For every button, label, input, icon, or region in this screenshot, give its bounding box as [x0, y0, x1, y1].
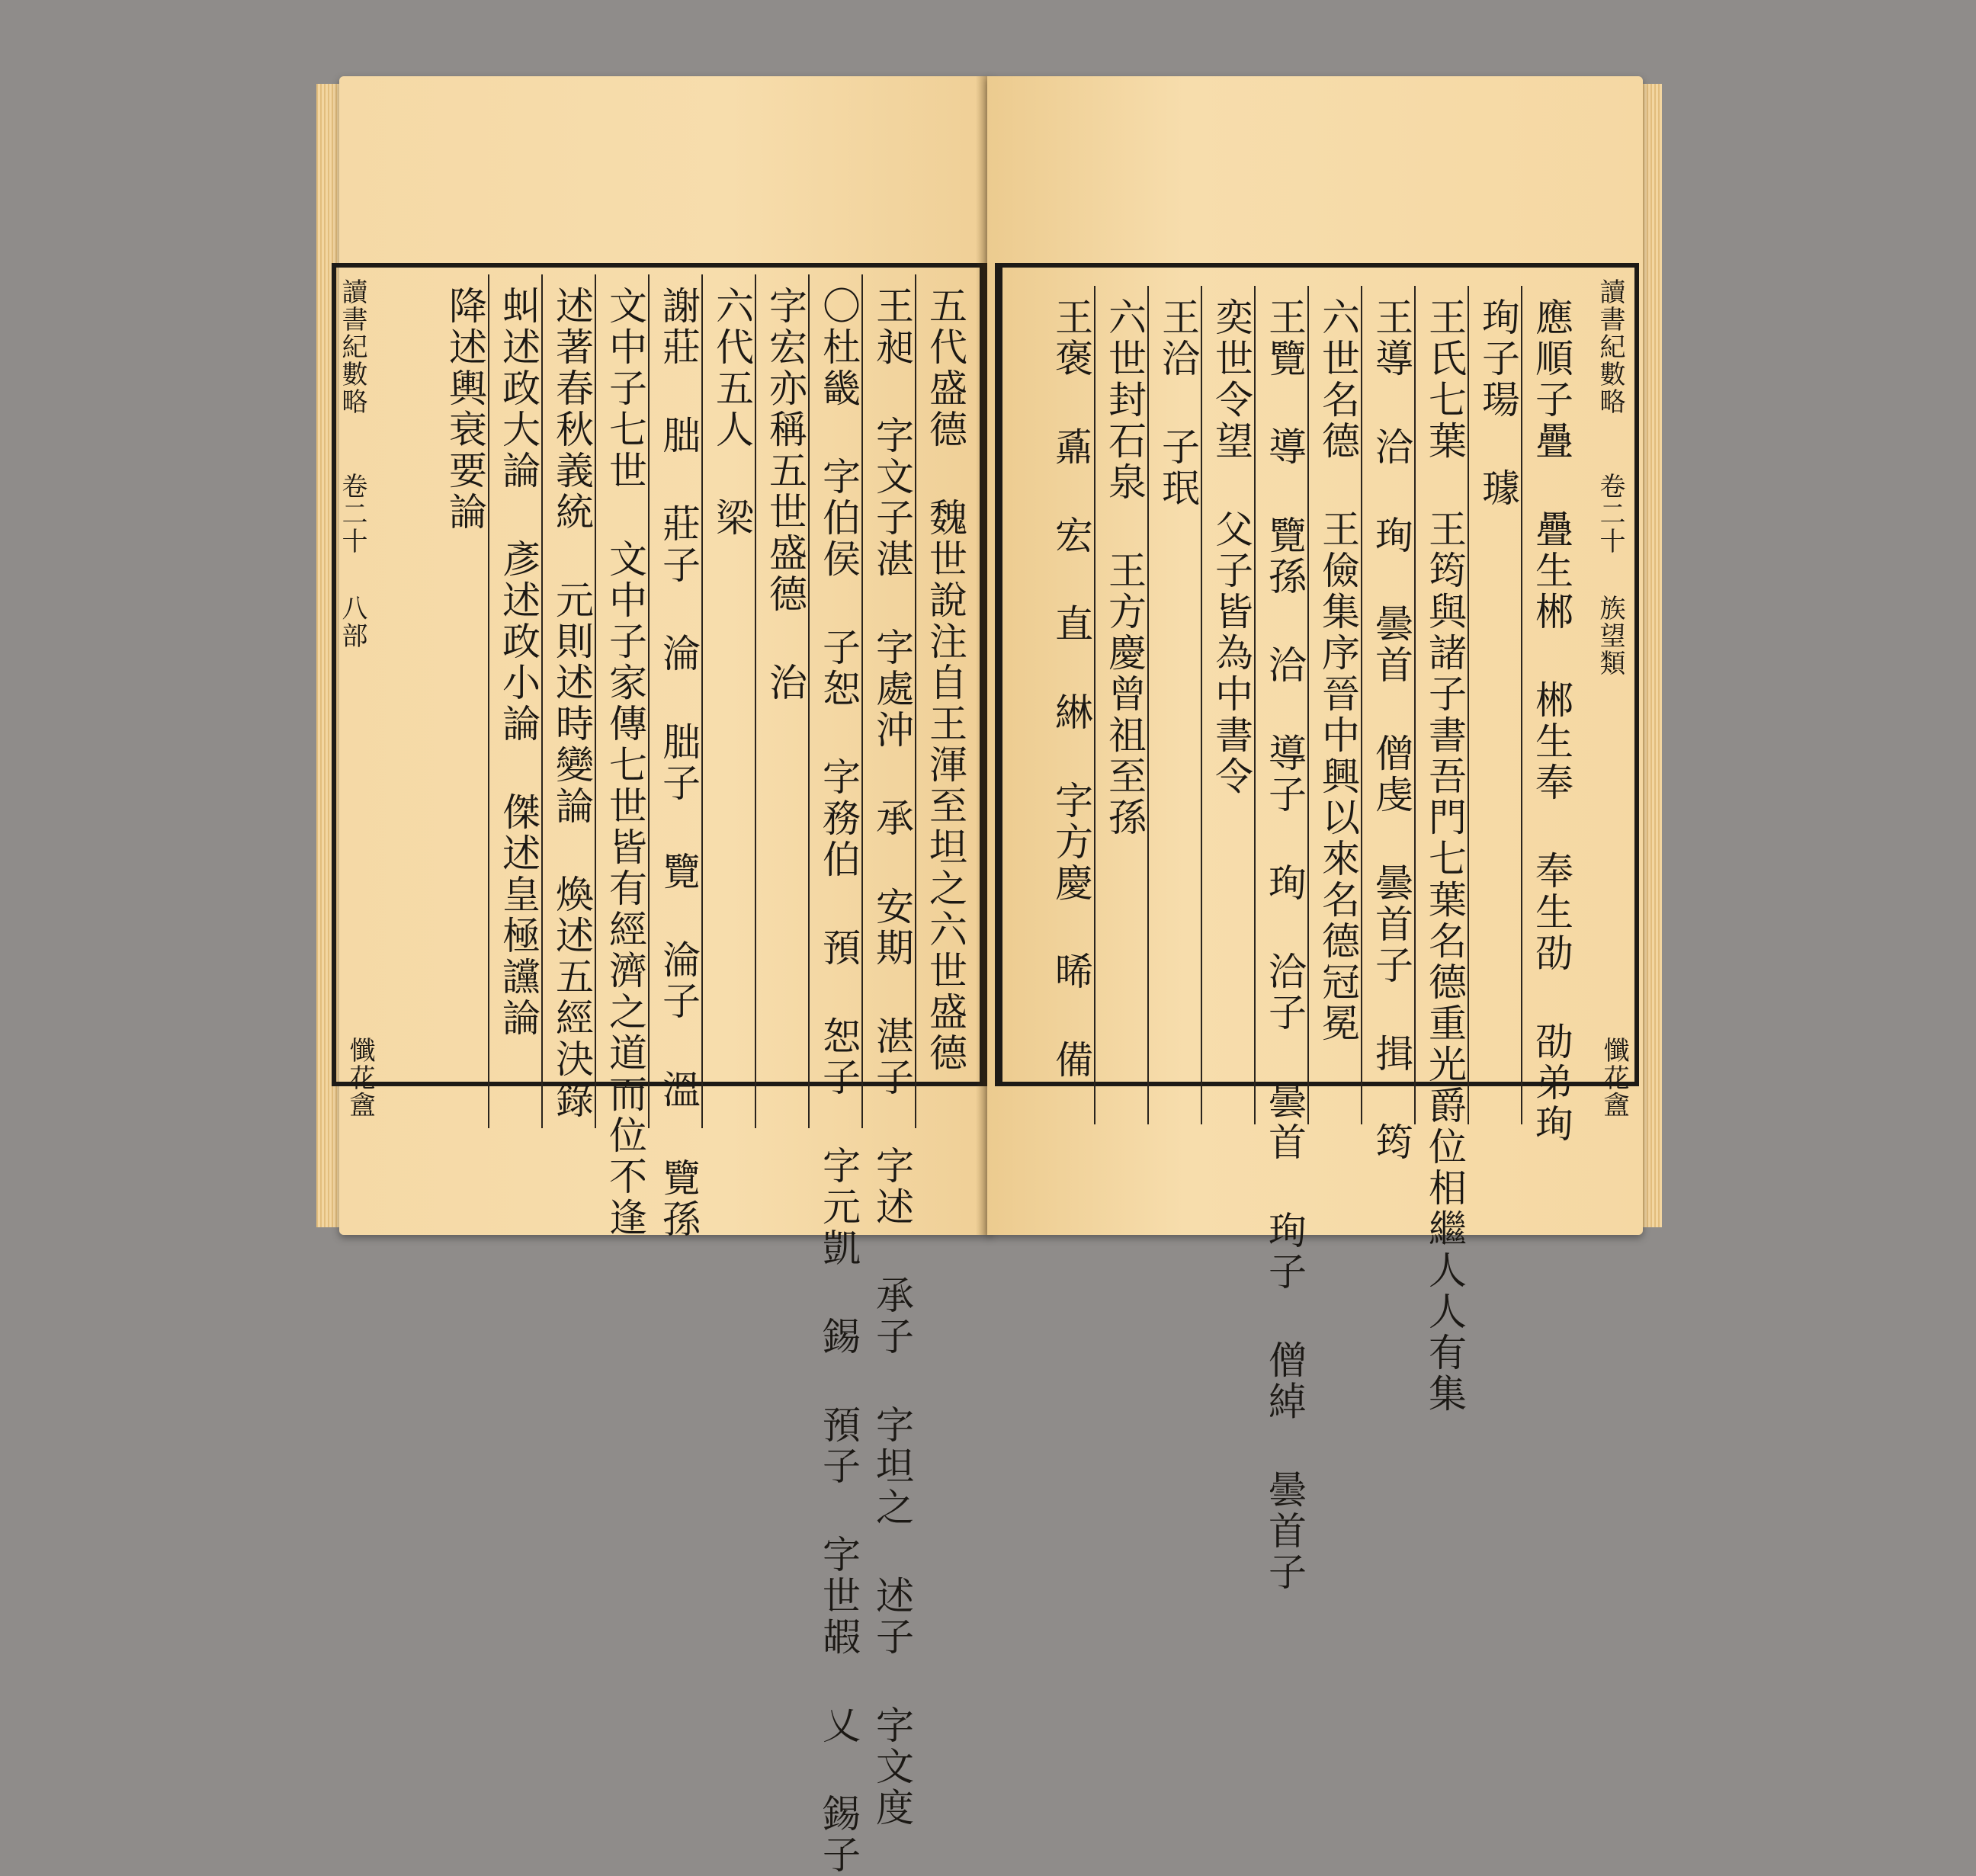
column-rule — [1147, 286, 1149, 1124]
open-book — [309, 76, 1654, 1876]
right-margin-volume: 卷二十 — [1595, 473, 1625, 555]
right-col-3: 王氏七葉 王筠與諸子書吾門七葉名德重光爵位相繼人人有集 — [1423, 297, 1467, 1415]
column-rule — [541, 274, 543, 1128]
column-rule — [755, 274, 756, 1128]
right-col-8: 王洽 子珉 — [1156, 297, 1200, 509]
right-col-4: 王導 洽 珣 曇首 僧虔 曇首子 揖 筠 — [1369, 297, 1413, 1163]
right-col-1: 應順子疊 疊生郴 郴生奉 奉生劭 劭弟珣 — [1529, 297, 1573, 1145]
column-rule — [1254, 286, 1256, 1124]
left-margin-section: 八部 — [337, 595, 367, 649]
left-col-2: 王昶 字文子湛 字處沖 承 安期 湛子 字述 承子 字坦之 述子 字文度 — [870, 286, 914, 1829]
left-col-8: 述著春秋義統 元則述時變論 煥述五經決錄 — [550, 286, 594, 1121]
column-rule — [1414, 286, 1416, 1124]
left-margin-title: 讀書紀數略 — [337, 278, 367, 415]
left-col-6: 謝莊 朏 莊子 淪 朏子 覽 淪子 溫 覽孫 — [656, 286, 701, 1240]
left-margin-publisher: 懺花盦 — [345, 1037, 375, 1119]
right-margin-section: 族望類 — [1595, 595, 1625, 677]
right-col-5: 六世名德 王儉集序晉中興以來名德冠冕 — [1316, 297, 1360, 1044]
column-rule — [1468, 286, 1469, 1124]
left-page — [337, 76, 991, 1876]
column-rule — [701, 274, 703, 1128]
left-col-10: 降述輿衰要論 — [443, 286, 487, 533]
left-col-9: 虯述政大論 彥述政小論 傑述皇極讜論 — [496, 286, 541, 1039]
right-col-10: 王褒 鼒 宏 直 綝 字方慶 晞 備 — [1049, 297, 1093, 1081]
column-rule — [1361, 286, 1362, 1124]
column-rule — [915, 274, 916, 1128]
right-page — [987, 76, 1643, 1593]
column-rule — [595, 274, 596, 1128]
left-margin-volume: 卷二十 — [337, 473, 367, 555]
column-rule — [1307, 286, 1309, 1124]
left-col-1: 五代盛德 魏世說注自王渾至坦之六世盛德 — [923, 286, 967, 1074]
column-rule — [861, 274, 863, 1128]
column-rule — [488, 274, 489, 1128]
left-col-7: 文中子七世 文中子家傳七世皆有經濟之道而位不逢 — [603, 286, 647, 1239]
right-col-2: 珣子瑒 璩 — [1476, 297, 1520, 509]
right-col-9: 六世封石泉 王方慶曾祖至孫 — [1102, 297, 1147, 839]
left-col-3: 〇杜畿 字伯侯 子恕 字務伯 預 恕子 字元凱 錫 預子 字世嘏 乂 錫子 — [816, 286, 861, 1876]
right-col-7: 奕世令望 父子皆為中書令 — [1209, 297, 1253, 797]
column-rule — [808, 274, 810, 1128]
left-col-4: 字宏亦稱五世盛德 治 — [763, 286, 807, 704]
column-rule — [648, 274, 650, 1128]
right-margin-publisher: 懺花盦 — [1599, 1037, 1629, 1119]
right-col-6: 王覽 導 覽孫 洽 導子 珣 洽子 曇首 珣子 僧綽 曇首子 — [1262, 297, 1307, 1593]
column-rule — [1521, 286, 1522, 1124]
column-rule — [1201, 286, 1202, 1124]
left-col-5: 六代五人 梁 — [710, 286, 754, 539]
right-margin-title: 讀書紀數略 — [1595, 278, 1625, 415]
column-rule — [1094, 286, 1095, 1124]
